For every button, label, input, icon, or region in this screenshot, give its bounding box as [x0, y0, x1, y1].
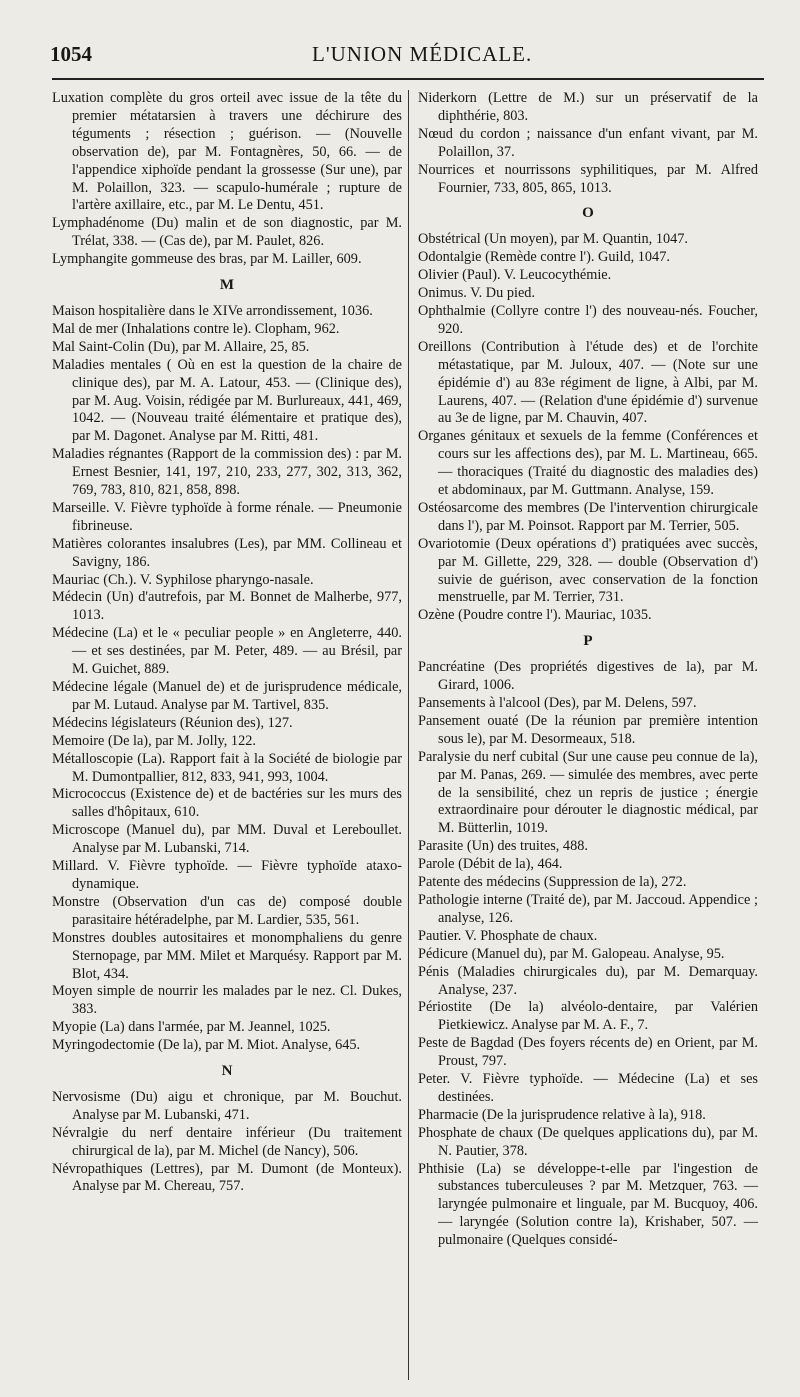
index-entry: Névropathiques (Lettres), par M. Dumont (de Monteux). Analyse par M. Chereau, 757.: [52, 1160, 402, 1195]
index-entry: Microscope (Manuel du), par MM. Duval et Lereboullet. Analyse par M. Lubanski, 714.: [52, 822, 402, 857]
index-entry: Phosphate de chaux (De quelques applications du), par M. N. Pautier, 378.: [418, 1124, 758, 1159]
index-entry: Névralgie du nerf dentaire inférieur (Du traitement chirurgical de la), par M. Michel (de Nancy), 506.: [52, 1124, 402, 1159]
section-letter-m: M: [219, 277, 235, 294]
index-entry: Peste de Bagdad (Des foyers récents de) en Orient, par M. Proust, 797.: [418, 1035, 758, 1070]
index-entry: Ophthalmie (Collyre contre l') des nouveau-nés. Foucher, 920.: [418, 302, 758, 337]
index-entry: Médecin (Un) d'autrefois, par M. Bonnet de Malherbe, 977, 1013.: [52, 589, 402, 624]
index-entry: Myringodectomie (De la), par M. Miot. Analyse, 645.: [52, 1037, 361, 1054]
index-entry: Maladies mentales ( Où en est la question de la chaire de clinique des), par M. A. Latour, 453. — (Clinique des), par M. Aug. Voisin, rédigée par M. Burlureaux, 441, 469, 1042. — (Nouveau traité élémentaire et pratique des), par M. Dagonet. Analyse par M. Ritti, 481.: [52, 356, 402, 445]
header-rule: [52, 78, 764, 80]
index-entry: Périostite (De la) alvéolo-dentaire, par Valérien Pietkiewicz. Analyse par M. A. F., 7.: [418, 999, 758, 1034]
index-entry: Monstre (Observation d'un cas de) composé double parasitaire hétéradelphe, par M. Lardier, 535, 561.: [52, 893, 402, 928]
section-letter-n: N: [221, 1063, 233, 1080]
index-entry: Phthisie (La) se développe-t-elle par l'ingestion de substances tuberculeuses ? par M. Metzquer, 763. — laryngée pulmonaire et linguale, par M. Bucquoy, 406. — laryngée (Solution contre la), Krishaber, 507. — pulmonaire (Quelques considé-: [418, 1160, 758, 1249]
index-entry: Ovariotomie (Deux opérations d') pratiquées avec succès, par M. Gillette, 229, 328. — double (Observation d') suivie de guérison, avec conservation de la fonction menstruelle, par M. Terrier, 731.: [418, 535, 758, 606]
index-entry: Pharmacie (De la jurisprudence relative à la), 918.: [418, 1106, 706, 1123]
index-entry: Lymphadénome (Du) malin et de son diagnostic, par M. Trélat, 338. — (Cas de), par M. Paulet, 826.: [52, 215, 402, 250]
index-entry: Patente des médecins (Suppression de la), 272.: [418, 874, 687, 891]
index-entry: Odontalgie (Remède contre l'). Guild, 1047.: [418, 249, 670, 266]
index-entry: Maladies régnantes (Rapport de la commission des) : par M. Ernest Besnier, 141, 197, 210, 233, 277, 302, 313, 362, 769, 783, 810, 821, 858, 898.: [52, 446, 402, 499]
index-entry: Oreillons (Contribution à l'étude des) et de l'orchite métastatique, par M. Juloux, 407. — (Note sur une épidémie d') au 83e régiment de ligne, à Albi, par M. Laurens, 407. — (Relation d'une épidémie d') survenue au 3e de ligne, par M. Chauvin, 407.: [418, 338, 758, 427]
index-entry: Pancréatine (Des propriétés digestives de la), par M. Girard, 1006.: [418, 659, 758, 694]
index-entry: Lymphangite gommeuse des bras, par M. Lailler, 609.: [52, 251, 362, 268]
index-entry: Niderkorn (Lettre de M.) sur un préservatif de la diphthérie, 803.: [418, 90, 758, 124]
index-entry: Memoire (De la), par M. Jolly, 122.: [52, 732, 256, 749]
index-entry: Parasite (Un) des truites, 488.: [418, 838, 588, 855]
index-entry: Pédicure (Manuel du), par M. Galopeau. Analyse, 95.: [418, 945, 725, 962]
index-entry: Médecins législateurs (Réunion des), 127.: [52, 714, 293, 731]
index-entry: Maison hospitalière dans le XIVe arrondissement, 1036.: [52, 302, 373, 319]
index-entry: Métalloscopie (La). Rapport fait à la Société de biologie par M. Dumontpallier, 812, 833, 941, 993, 1004.: [52, 750, 402, 785]
index-entry: Nervosisme (Du) aigu et chronique, par M. Bouchut. Analyse par M. Lubanski, 471.: [52, 1088, 402, 1123]
left-column: [52, 90, 402, 1196]
index-entry: Pénis (Maladies chirurgicales du), par M. Demarquay. Analyse, 237.: [418, 963, 758, 998]
index-entry: Ozène (Poudre contre l'). Mauriac, 1035.: [418, 607, 652, 624]
index-entry: Ostéosarcome des membres (De l'intervention chirurgicale dans l'), par M. Poinsot. Rapport par M. Terrier, 505.: [418, 499, 758, 534]
index-entry: Mal Saint-Colin (Du), par M. Allaire, 25, 85.: [52, 338, 310, 355]
index-entry: Parole (Débit de la), 464.: [418, 856, 563, 873]
page-header: [50, 34, 760, 74]
index-entry: Monstres doubles autositaires et monomphaliens du genre Sternopage, par MM. Milet et Marquésy. Rapport par M. Blot, 434.: [52, 929, 402, 982]
index-entry: Millard. V. Fièvre typhoïde. — Fièvre typhoïde ataxo-dynamique.: [52, 858, 402, 892]
index-entry: Médecine légale (Manuel de) et de jurisprudence médicale, par M. Lutaud. Analyse par M. Tartivel, 835.: [52, 679, 402, 713]
index-entry: Mal de mer (Inhalations contre le). Clopham, 962.: [52, 320, 340, 337]
index-entry: Luxation complète du gros orteil avec issue de la tête du premier métatarsien à travers une déchirure des téguments ; résection ; guérison. — (Nouvelle observation de), par M. Fontagnères, 50, 66. — de l'appendice xiphoïde pendant la grossesse (Sur une), par M. Polaillon, 323. — scapulo-humérale ; rupture de l'artère axillaire, etc., par M. Le Dentu, 451.: [52, 90, 402, 214]
index-entry: Nœud du cordon ; naissance d'un enfant vivant, par M. Polaillon, 37.: [418, 125, 758, 160]
index-entry: Myopie (La) dans l'armée, par M. Jeannel, 1025.: [52, 1019, 331, 1036]
index-entry: Obstétrical (Un moyen), par M. Quantin, 1047.: [418, 231, 688, 248]
index-entry: Organes génitaux et sexuels de la femme (Conférences et cours sur les affections des), par M. L. Martineau, 665. — thoraciques (Traité du diagnostic des maladies des) et abdominaux, par M. Guttmann. Analyse, 159.: [418, 428, 758, 499]
index-entry: Paralysie du nerf cubital (Sur une cause peu connue de la), par M. Panas, 269. — simulée des membres, avec perte de la sensibilité, chez un repris de justice ; énergie extraordinaire pour dérouter le diagnostic médical, par M. Bütterlin, 1019.: [418, 748, 758, 837]
index-entry: Pathologie interne (Traité de), par M. Jaccoud. Appendice ; analyse, 126.: [418, 891, 758, 926]
index-entry: Olivier (Paul). V. Leucocythémie.: [418, 267, 612, 284]
index-entry: Moyen simple de nourrir les malades par le nez. Cl. Dukes, 383.: [52, 983, 402, 1018]
index-entry: Onimus. V. Du pied.: [418, 285, 536, 302]
section-letter-p: P: [583, 633, 593, 650]
column-divider: [408, 90, 409, 1380]
index-entry: Pansements à l'alcool (Des), par M. Delens, 597.: [418, 695, 697, 711]
index-entry: Nourrices et nourrissons syphilitiques, par M. Alfred Fournier, 733, 805, 865, 1013.: [418, 161, 758, 196]
index-entry: Marseille. V. Fièvre typhoïde à forme rénale. — Pneumonie fibrineuse.: [52, 499, 402, 534]
index-entry: Pansement ouaté (De la réunion par première intention sous le), par M. Desormeaux, 518.: [418, 712, 758, 747]
index-entry: Micrococcus (Existence de) et de bactéries sur les murs des salles d'hôpitaux, 610.: [52, 786, 402, 821]
index-entry: Matières colorantes insalubres (Les), par MM. Collineau et Savigny, 186.: [52, 535, 402, 570]
journal-title: L'UNION MÉDICALE.: [312, 42, 533, 66]
right-column: [418, 90, 758, 1250]
section-letter-o: O: [582, 205, 594, 222]
index-entry: Pautier. V. Phosphate de chaux.: [418, 927, 598, 944]
page-number: 1054: [50, 42, 92, 66]
index-entry: Médecine (La) et le « peculiar people » en Angleterre, 440. — et ses destinées, par M. Peter, 489. — au Brésil, par M. Guichet, 889.: [52, 625, 402, 678]
index-entry: Peter. V. Fièvre typhoïde. — Médecine (La) et ses destinées.: [418, 1071, 758, 1105]
index-entry: Mauriac (Ch.). V. Syphilose pharyngo-nasale.: [52, 571, 314, 588]
